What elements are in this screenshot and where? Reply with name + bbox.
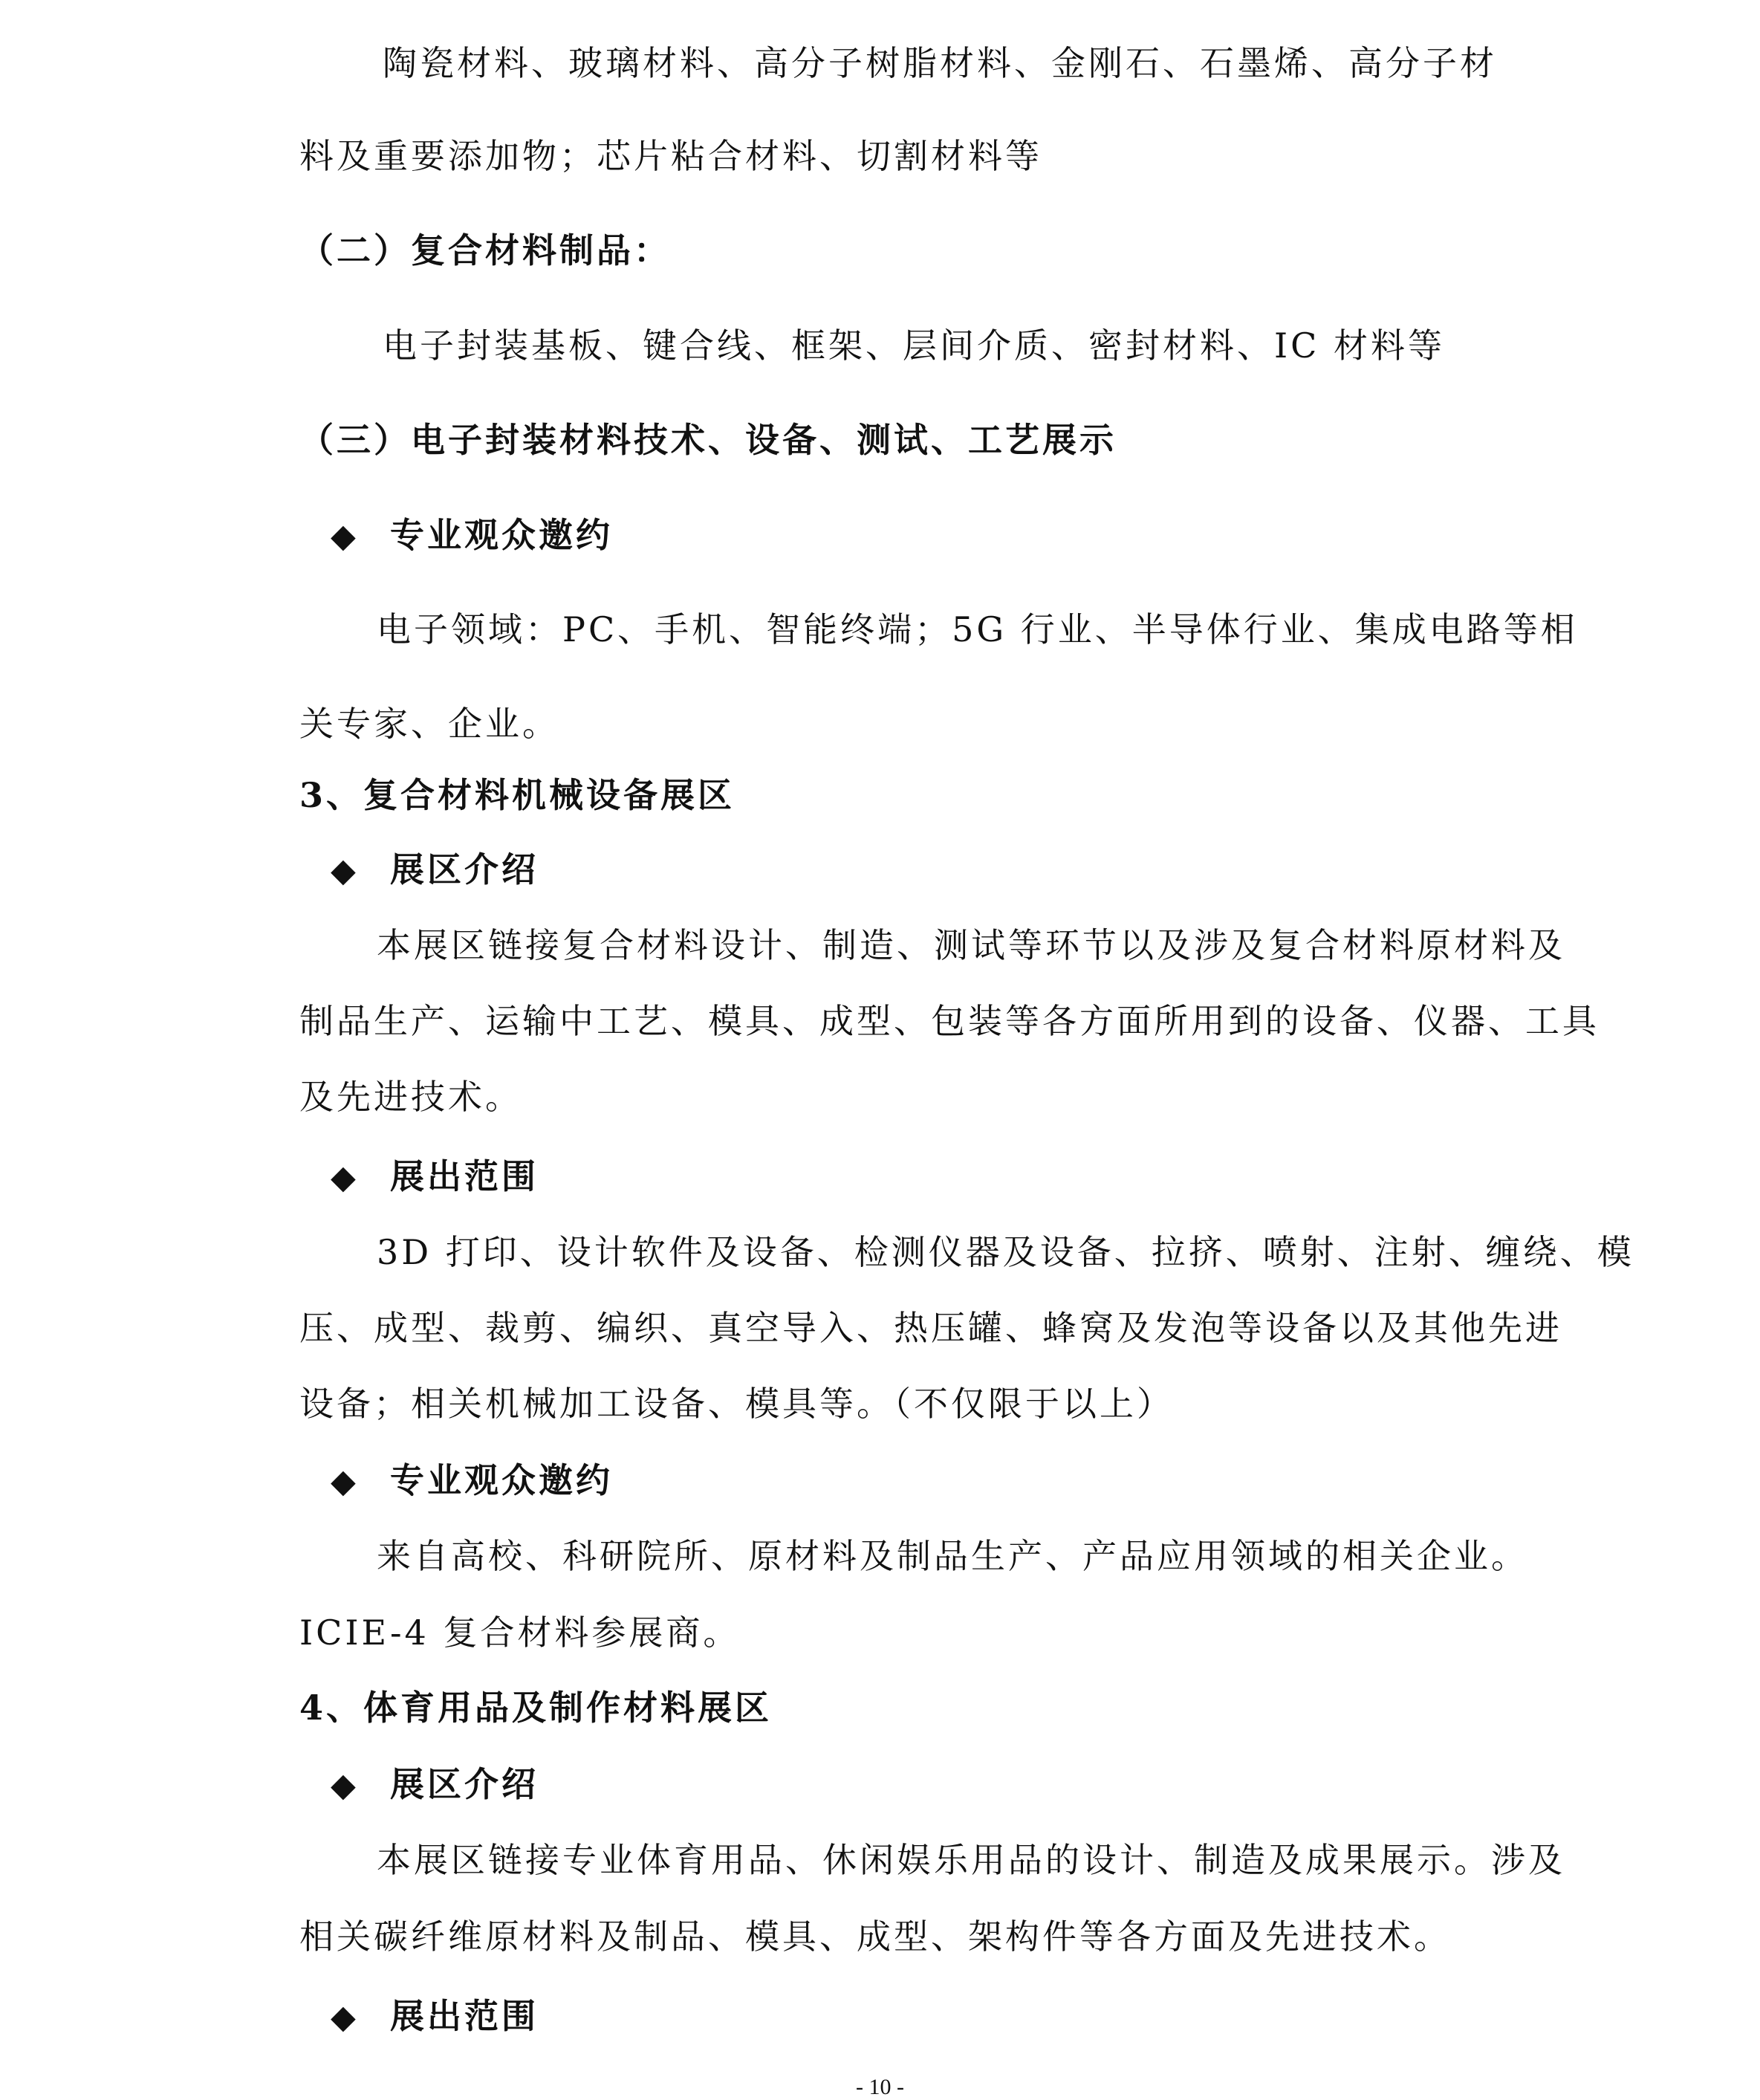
section-heading: （三）电子封装材料技术、设备、测试、工艺展示 bbox=[299, 420, 1117, 460]
diamond-bullet-icon: ◆ bbox=[331, 1766, 359, 1804]
paragraph-text: 相关碳纤维原材料及制品、模具、成型、架构件等各方面及先进技术。 bbox=[299, 1916, 1451, 1957]
bullet-label: 专业观众邀约 bbox=[390, 1460, 614, 1500]
paragraph-text: 陶瓷材料、玻璃材料、高分子树脂材料、金刚石、石墨烯、高分子材 bbox=[383, 43, 1497, 83]
bullet-label: 展区介绍 bbox=[390, 1764, 539, 1804]
paragraph-text: 制品生产、运输中工艺、模具、成型、包装等各方面所用到的设备、仪器、工具 bbox=[299, 1001, 1600, 1041]
bullet-label: 展出范围 bbox=[390, 1156, 539, 1196]
paragraph-text: 本展区链接专业体育用品、休闲娱乐用品的设计、制造及成果展示。涉及 bbox=[377, 1840, 1565, 1880]
bullet-label: 专业观众邀约 bbox=[390, 515, 614, 555]
bullet-heading bbox=[331, 1458, 613, 1504]
paragraph-text: 电子领域：PC、手机、智能终端；5G 行业、半导体行业、集成电路等相 bbox=[377, 609, 1578, 649]
bullet-label: 展出范围 bbox=[390, 1996, 539, 2036]
bullet-heading bbox=[331, 513, 613, 559]
paragraph-text: 电子封装基板、键合线、框架、层间介质、密封材料、IC 材料等 bbox=[383, 325, 1445, 366]
diamond-bullet-icon: ◆ bbox=[331, 517, 359, 555]
paragraph-text: 及先进技术。 bbox=[299, 1077, 522, 1117]
diamond-bullet-icon: ◆ bbox=[331, 1998, 359, 2036]
bullet-label: 展区介绍 bbox=[390, 849, 539, 889]
section-heading: （二）复合材料制品： bbox=[299, 230, 671, 270]
paragraph-text: 料及重要添加物；芯片粘合材料、切割材料等 bbox=[299, 136, 1042, 176]
bullet-heading bbox=[331, 1154, 539, 1200]
paragraph-text: 设备；相关机械加工设备、模具等。（不仅限于以上） bbox=[299, 1384, 1174, 1424]
bullet-heading bbox=[331, 847, 539, 893]
paragraph-text: 3D 打印、设计软件及设备、检测仪器及设备、拉挤、喷射、注射、缠绕、模 bbox=[377, 1232, 1634, 1272]
paragraph-text: 本展区链接复合材料设计、制造、测试等环节以及涉及复合材料原材料及 bbox=[377, 925, 1565, 965]
paragraph-text: ICIE-4 复合材料参展商。 bbox=[299, 1613, 741, 1653]
paragraph-text: 来自高校、科研院所、原材料及制品生产、产品应用领域的相关企业。 bbox=[377, 1536, 1528, 1576]
bullet-heading bbox=[331, 1762, 539, 1808]
section-heading: 3、复合材料机械设备展区 bbox=[299, 775, 736, 815]
paragraph-text: 压、成型、裁剪、编织、真空导入、热压罐、蜂窝及发泡等设备以及其他先进 bbox=[299, 1308, 1562, 1348]
bullet-heading bbox=[331, 1994, 539, 2040]
diamond-bullet-icon: ◆ bbox=[331, 1158, 359, 1196]
diamond-bullet-icon: ◆ bbox=[331, 852, 359, 889]
section-heading: 4、体育用品及制作材料展区 bbox=[299, 1688, 773, 1728]
paragraph-text: 关专家、企业。 bbox=[299, 704, 559, 744]
diamond-bullet-icon: ◆ bbox=[331, 1462, 359, 1500]
page-number: - 10 - bbox=[856, 2075, 904, 2099]
